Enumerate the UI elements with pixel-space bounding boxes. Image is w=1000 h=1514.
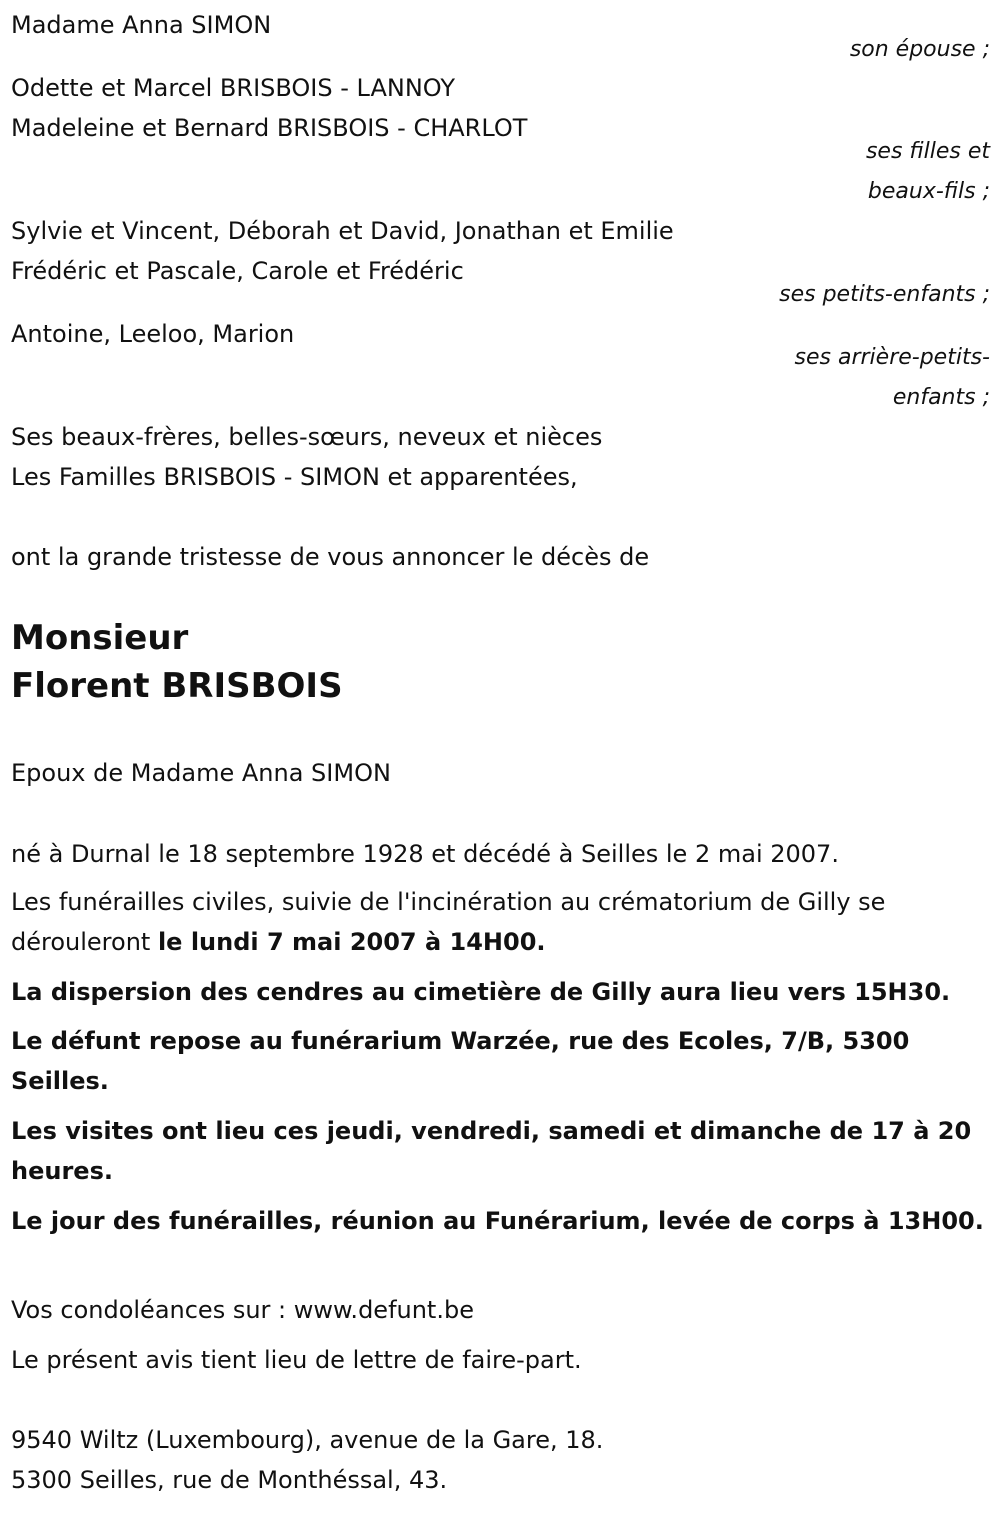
spouse-of: Epoux de Madame Anna SIMON — [11, 759, 391, 787]
great-grandchildren-relation-line-1: ses arrière-petits- — [794, 345, 990, 370]
deceased-name: Florent BRISBOIS — [11, 666, 343, 706]
deceased-title: Monsieur — [11, 618, 189, 658]
grandchildren-name-1: Sylvie et Vincent, Déborah et David, Jonathan et Emilie — [11, 217, 674, 245]
birth-death: né à Durnal le 18 septembre 1928 et décédé à Seilles le 2 mai 2007. — [11, 840, 839, 868]
child-name-2: Madeleine et Bernard BRISBOIS - CHARLOT — [11, 114, 528, 142]
funeral-date: le lundi 7 mai 2007 à 14H00. — [157, 928, 546, 956]
notice-funerarium: Le défunt repose au funérarium Warzée, rue des Ecoles, 7/B, 5300 Seilles. — [11, 1027, 910, 1095]
great-grandchildren-relation-line-2: enfants ; — [892, 385, 990, 410]
others-line-1: Ses beaux-frères, belles-sœurs, neveux et nièces — [11, 423, 603, 451]
spouse-relation: son épouse ; — [849, 37, 990, 62]
grandchildren-relation: ses petits-enfants ; — [779, 282, 990, 307]
address-2: 5300 Seilles, rue de Monthéssal, 43. — [11, 1466, 448, 1494]
grandchildren-name-2: Frédéric et Pascale, Carole et Frédéric — [11, 257, 464, 285]
notice-text: Le présent avis tient lieu de lettre de faire-part. — [11, 1346, 582, 1374]
spouse-name: Madame Anna SIMON — [11, 11, 272, 39]
notice-visits: Les visites ont lieu ces jeudi, vendredi, samedi et dimanche de 17 à 20 heures. — [11, 1117, 972, 1185]
child-name-1: Odette et Marcel BRISBOIS - LANNOY — [11, 74, 456, 102]
others-line-2: Les Familles BRISBOIS - SIMON et apparentées, — [11, 463, 578, 491]
announcement: ont la grande tristesse de vous annoncer le décès de — [11, 543, 650, 571]
great-grandchildren-names: Antoine, Leeloo, Marion — [11, 320, 295, 348]
funeral-info — [11, 882, 986, 962]
funeral-intro: Les funérailles civiles, suivie de l'incinération au crématorium de Gilly se dérouleront — [11, 888, 886, 956]
notice-dispersion: La dispersion des cendres au cimetière de Gilly aura lieu vers 15H30. — [11, 978, 951, 1006]
address-1: 9540 Wiltz (Luxembourg), avenue de la Gare, 18. — [11, 1426, 604, 1454]
children-relation-line-2: beaux-fils ; — [867, 179, 990, 204]
condolences: Vos condoléances sur : www.defunt.be — [11, 1296, 474, 1324]
notice-gathering: Le jour des funérailles, réunion au Funérarium, levée de corps à 13H00. — [11, 1207, 984, 1235]
children-relation-line-1: ses filles et — [865, 139, 990, 164]
